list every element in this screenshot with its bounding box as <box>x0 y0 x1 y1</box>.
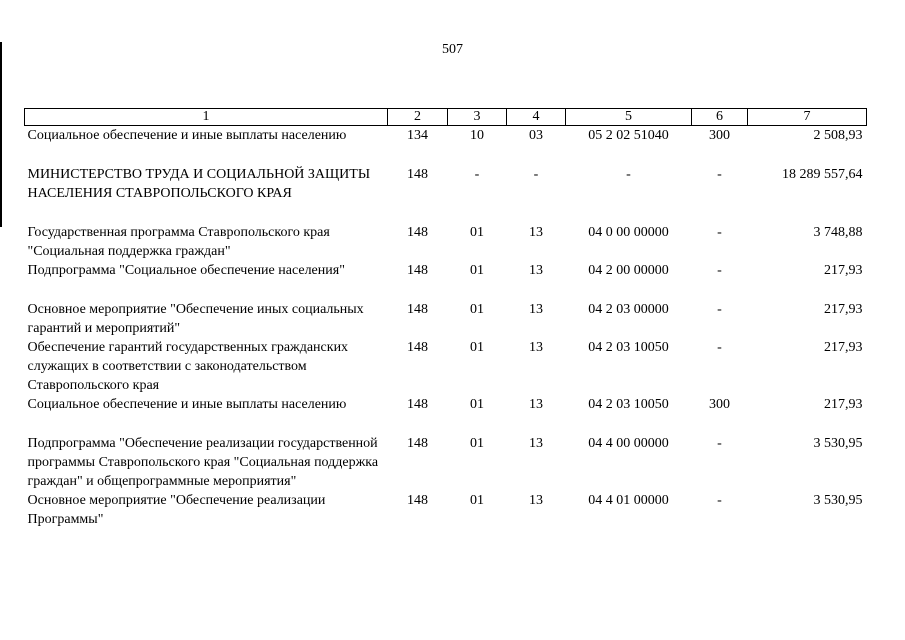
row-code-2: 148 <box>407 263 428 278</box>
row-code-5: 04 0 00 00000 <box>588 225 669 240</box>
row-code-2: 148 <box>407 167 428 182</box>
row-code-4: 13 <box>529 302 543 317</box>
row-code-5: 04 2 03 10050 <box>588 397 669 412</box>
column-header: 3 <box>448 109 507 126</box>
table-row <box>25 165 867 203</box>
row-code-2: 148 <box>407 302 428 317</box>
row-code-3: 01 <box>470 493 484 508</box>
table-row <box>25 223 867 261</box>
row-name: Подпрограмма "Социальное обеспечение населения" <box>27 263 345 278</box>
row-code-2: 148 <box>407 340 428 355</box>
row-code-3: 01 <box>470 263 484 278</box>
column-header: 7 <box>748 109 867 126</box>
row-amount: 217,93 <box>824 302 863 317</box>
row-code-4: 13 <box>529 340 543 355</box>
row-amount: 217,93 <box>824 397 863 412</box>
row-code-2: 148 <box>407 225 428 240</box>
row-name: МИНИСТЕРСТВО ТРУДА И СОЦИАЛЬНОЙ ЗАЩИТЫ НАСЕЛЕНИЯ СТАВРОПОЛЬСКОГО КРАЯ <box>27 167 371 201</box>
row-code-3: 01 <box>470 340 484 355</box>
row-name: Основное мероприятие "Обеспечение иных социальных гарантий и мероприятий" <box>27 302 364 336</box>
table-row <box>25 261 867 280</box>
row-code-2: 148 <box>407 493 428 508</box>
row-code-6: - <box>717 302 722 317</box>
page-number: 507 <box>442 42 463 57</box>
row-name: Подпрограмма "Обеспечение реализации государственной программы Ставропольского края "Социальная поддержка граждан" и общепрограммные мероприятия" <box>27 436 379 489</box>
row-code-3: 01 <box>470 225 484 240</box>
row-code-6: - <box>717 263 722 278</box>
row-code-4: 03 <box>529 128 543 143</box>
row-code-6: - <box>717 340 722 355</box>
row-amount: 3 748,88 <box>813 225 863 240</box>
row-code-2: 134 <box>407 128 428 143</box>
row-code-6: - <box>717 225 722 240</box>
row-code-5: - <box>626 167 631 182</box>
row-amount: 3 530,95 <box>813 493 863 508</box>
row-code-5: 04 4 01 00000 <box>588 493 669 508</box>
row-code-5: 05 2 02 51040 <box>588 128 669 143</box>
table-header-row <box>25 109 867 126</box>
row-code-5: 04 2 00 00000 <box>588 263 669 278</box>
row-code-4: 13 <box>529 225 543 240</box>
row-code-6: 300 <box>709 397 730 412</box>
table-row <box>25 434 867 491</box>
column-header: 4 <box>507 109 566 126</box>
table-row <box>25 338 867 395</box>
page-edge-mark <box>0 42 2 227</box>
row-name: Социальное обеспечение и иные выплаты населению <box>27 128 347 143</box>
row-code-3: 01 <box>470 302 484 317</box>
budget-table <box>24 108 867 529</box>
row-code-4: - <box>533 167 539 182</box>
row-amount: 2 508,93 <box>813 128 863 143</box>
row-name: Государственная программа Ставропольского края "Социальная поддержка граждан" <box>27 225 330 259</box>
row-name: Социальное обеспечение и иные выплаты населению <box>27 397 347 412</box>
row-code-6: - <box>717 167 722 182</box>
row-code-5: 04 2 03 10050 <box>588 340 669 355</box>
row-code-4: 13 <box>529 263 543 278</box>
row-code-5: 04 4 00 00000 <box>588 436 669 451</box>
row-code-4: 13 <box>529 436 543 451</box>
row-code-3: 10 <box>470 128 484 143</box>
row-code-3: - <box>474 167 480 182</box>
row-amount: 18 289 557,64 <box>782 167 863 182</box>
row-code-6: - <box>717 493 722 508</box>
row-name: Обеспечение гарантий государственных гражданских служащих в соответствии с законодательством Ставропольского края <box>27 340 349 393</box>
row-code-4: 13 <box>529 397 543 412</box>
row-amount: 217,93 <box>824 263 863 278</box>
column-header: 6 <box>692 109 748 126</box>
row-name: Основное мероприятие "Обеспечение реализации Программы" <box>27 493 326 527</box>
table-row <box>25 395 867 414</box>
column-header: 1 <box>25 109 388 126</box>
table-row <box>25 491 867 529</box>
row-code-6: 300 <box>709 128 730 143</box>
row-code-5: 04 2 03 00000 <box>588 302 669 317</box>
row-code-6: - <box>717 436 722 451</box>
row-code-2: 148 <box>407 397 428 412</box>
row-code-3: 01 <box>470 397 484 412</box>
row-amount: 217,93 <box>824 340 863 355</box>
table-row <box>25 126 867 146</box>
column-header: 2 <box>388 109 448 126</box>
row-amount: 3 530,95 <box>813 436 863 451</box>
row-code-3: 01 <box>470 436 484 451</box>
row-code-4: 13 <box>529 493 543 508</box>
table-row <box>25 300 867 338</box>
row-code-2: 148 <box>407 436 428 451</box>
column-header: 5 <box>566 109 692 126</box>
